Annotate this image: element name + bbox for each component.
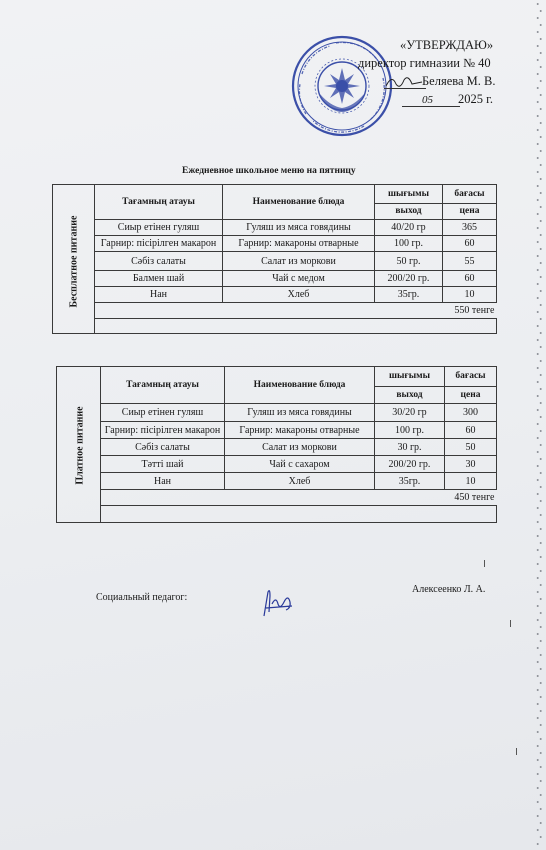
perforation-dot bbox=[537, 157, 539, 159]
perforation-dot bbox=[540, 346, 542, 348]
header-output-ru: выход bbox=[375, 387, 445, 404]
free-menu-total: 550 тенге bbox=[95, 303, 497, 319]
header-output-kz: шығымы bbox=[375, 185, 443, 204]
perforation-dot bbox=[540, 668, 542, 670]
footer-signer: Алексеенко Л. А. bbox=[412, 584, 486, 595]
header-name-ru: Наименование блюда bbox=[225, 367, 375, 404]
perforation-dot bbox=[537, 689, 539, 691]
perforation-dot bbox=[537, 101, 539, 103]
perforation-dot bbox=[540, 696, 542, 698]
perforation-dot bbox=[537, 143, 539, 145]
perforation-dot bbox=[540, 542, 542, 544]
perforation-dot bbox=[540, 626, 542, 628]
perforation-dot bbox=[537, 535, 539, 537]
perforation-dot bbox=[537, 45, 539, 47]
header-price-ru: цена bbox=[443, 204, 497, 220]
perforation-dot bbox=[540, 836, 542, 838]
perforation-dot bbox=[540, 808, 542, 810]
perforation-dot bbox=[540, 66, 542, 68]
pedagogue-signature bbox=[260, 586, 296, 620]
perforation-dot bbox=[537, 115, 539, 117]
perforation-dot bbox=[537, 577, 539, 579]
perforation-dot bbox=[537, 3, 539, 5]
free-menu-side-label: Бесплатное питание bbox=[68, 215, 80, 308]
perforation-dot bbox=[537, 17, 539, 19]
director-signature bbox=[384, 72, 424, 92]
perforation-dot bbox=[540, 752, 542, 754]
header-output-ru: выход bbox=[375, 204, 443, 220]
total-row bbox=[57, 490, 546, 506]
perforation-dot bbox=[537, 703, 539, 705]
table-row: Сәбіз салаты Салат из моркови 30 гр. 50 bbox=[57, 439, 546, 456]
perforation-dot bbox=[537, 815, 539, 817]
perforation-dot bbox=[540, 682, 542, 684]
perforation-dot bbox=[537, 745, 539, 747]
perforation-dot bbox=[537, 59, 539, 61]
table-row: Тәтті шай Чай с сахаром 200/20 гр. 30 bbox=[57, 456, 546, 473]
official-stamp bbox=[290, 34, 394, 138]
perforation-dot bbox=[540, 584, 542, 586]
header-name-ru: Наименование блюда bbox=[223, 185, 375, 220]
footer-role: Социальный педагог: bbox=[96, 592, 188, 603]
perforation-dot bbox=[537, 717, 539, 719]
perforation-dot bbox=[540, 178, 542, 180]
perforation-dot bbox=[540, 724, 542, 726]
perforation-dot bbox=[537, 87, 539, 89]
perforation-dot bbox=[537, 353, 539, 355]
paid-menu-table bbox=[56, 366, 546, 523]
header-name-kz: Тағамның атауы bbox=[101, 367, 225, 404]
header-price-kz: бағасы bbox=[445, 367, 497, 387]
table-row: Нан Хлеб 35гр. 10 bbox=[57, 473, 546, 490]
perforation-dot bbox=[540, 24, 542, 26]
approval-name: Беляева М. В. bbox=[422, 74, 496, 88]
table-row: Сәбіз салаты Салат из моркови 50 гр. 55 bbox=[53, 252, 546, 271]
header-output-kz: шығымы bbox=[375, 367, 445, 387]
page-mark bbox=[484, 560, 485, 567]
perforation-dot bbox=[540, 10, 542, 12]
approval-month: 05 bbox=[422, 94, 433, 106]
perforation-dot bbox=[540, 612, 542, 614]
total-row bbox=[53, 303, 546, 319]
perforation-dot bbox=[537, 633, 539, 635]
paid-menu-side-label: Платное питание bbox=[74, 406, 86, 485]
perforation-dot bbox=[540, 822, 542, 824]
header-price-ru: цена bbox=[445, 387, 497, 404]
perforation-dot bbox=[537, 563, 539, 565]
perforation-dot bbox=[540, 794, 542, 796]
table-row: Сиыр етінен гуляш Гуляш из мяса говядины 40/20 гр 365 bbox=[53, 220, 546, 236]
perforation-dot bbox=[537, 31, 539, 33]
header-name-kz: Тағамның атауы bbox=[95, 185, 223, 220]
page-mark bbox=[516, 748, 517, 755]
perforation-dot bbox=[537, 647, 539, 649]
perforation-dot bbox=[540, 360, 542, 362]
free-menu-table bbox=[52, 184, 546, 334]
perforation-dot bbox=[540, 164, 542, 166]
perforation-dot bbox=[540, 766, 542, 768]
table-row: Гарнир: пісірілген макарон Гарнир: макароны отварные 100 гр. 60 bbox=[53, 236, 546, 252]
perforation-dot bbox=[537, 605, 539, 607]
perforation-dot bbox=[540, 80, 542, 82]
page-mark bbox=[510, 620, 511, 627]
perforation-dot bbox=[537, 661, 539, 663]
perforation-dot bbox=[537, 73, 539, 75]
perforation-dot bbox=[537, 801, 539, 803]
perforation-dot bbox=[540, 640, 542, 642]
perforation-dot bbox=[540, 710, 542, 712]
perforation-dot bbox=[537, 731, 539, 733]
perforation-dot bbox=[537, 171, 539, 173]
perforation-dot bbox=[540, 108, 542, 110]
perforation-dot bbox=[540, 150, 542, 152]
perforation-dot bbox=[537, 129, 539, 131]
date-line bbox=[402, 106, 460, 107]
table-row: Нан Хлеб 35гр. 10 bbox=[53, 287, 546, 303]
perforation-dot bbox=[540, 556, 542, 558]
perforation-dot bbox=[540, 38, 542, 40]
perforation-dot bbox=[537, 787, 539, 789]
perforation-dot bbox=[537, 773, 539, 775]
perforation-dot bbox=[537, 549, 539, 551]
paid-menu-total: 450 тенге bbox=[101, 490, 497, 506]
perforation-dot bbox=[540, 94, 542, 96]
perforation-dot bbox=[537, 843, 539, 845]
approval-year: 2025 г. bbox=[458, 92, 493, 106]
perforation-dot bbox=[537, 829, 539, 831]
header-price-kz: бағасы bbox=[443, 185, 497, 204]
perforation-dot bbox=[540, 528, 542, 530]
perforation-dot bbox=[537, 759, 539, 761]
perforation-dot bbox=[540, 738, 542, 740]
perforation-dot bbox=[537, 619, 539, 621]
perforation-dot bbox=[540, 122, 542, 124]
perforation-dot bbox=[540, 654, 542, 656]
menu-title: Ежедневное школьное меню на пятницу bbox=[182, 166, 356, 176]
perforation-dot bbox=[540, 570, 542, 572]
perforation-dot bbox=[540, 598, 542, 600]
perforation-dot bbox=[537, 339, 539, 341]
perforation-dot bbox=[537, 675, 539, 677]
perforation-dot bbox=[537, 591, 539, 593]
perforation-dot bbox=[540, 780, 542, 782]
table-row: Сиыр етінен гуляш Гуляш из мяса говядины 30/20 гр 300 bbox=[57, 404, 546, 422]
perforation-dot bbox=[540, 52, 542, 54]
perforation-dot bbox=[540, 136, 542, 138]
approval-heading: «УТВЕРЖДАЮ» bbox=[400, 38, 494, 52]
table-row: Гарнир: пісірілген макарон Гарнир: макароны отварные 100 гр. 60 bbox=[57, 422, 546, 439]
table-row: Балмен шай Чай с медом 200/20 гр. 60 bbox=[53, 271, 546, 287]
approval-position: директор гимназии № 40 bbox=[358, 56, 491, 70]
